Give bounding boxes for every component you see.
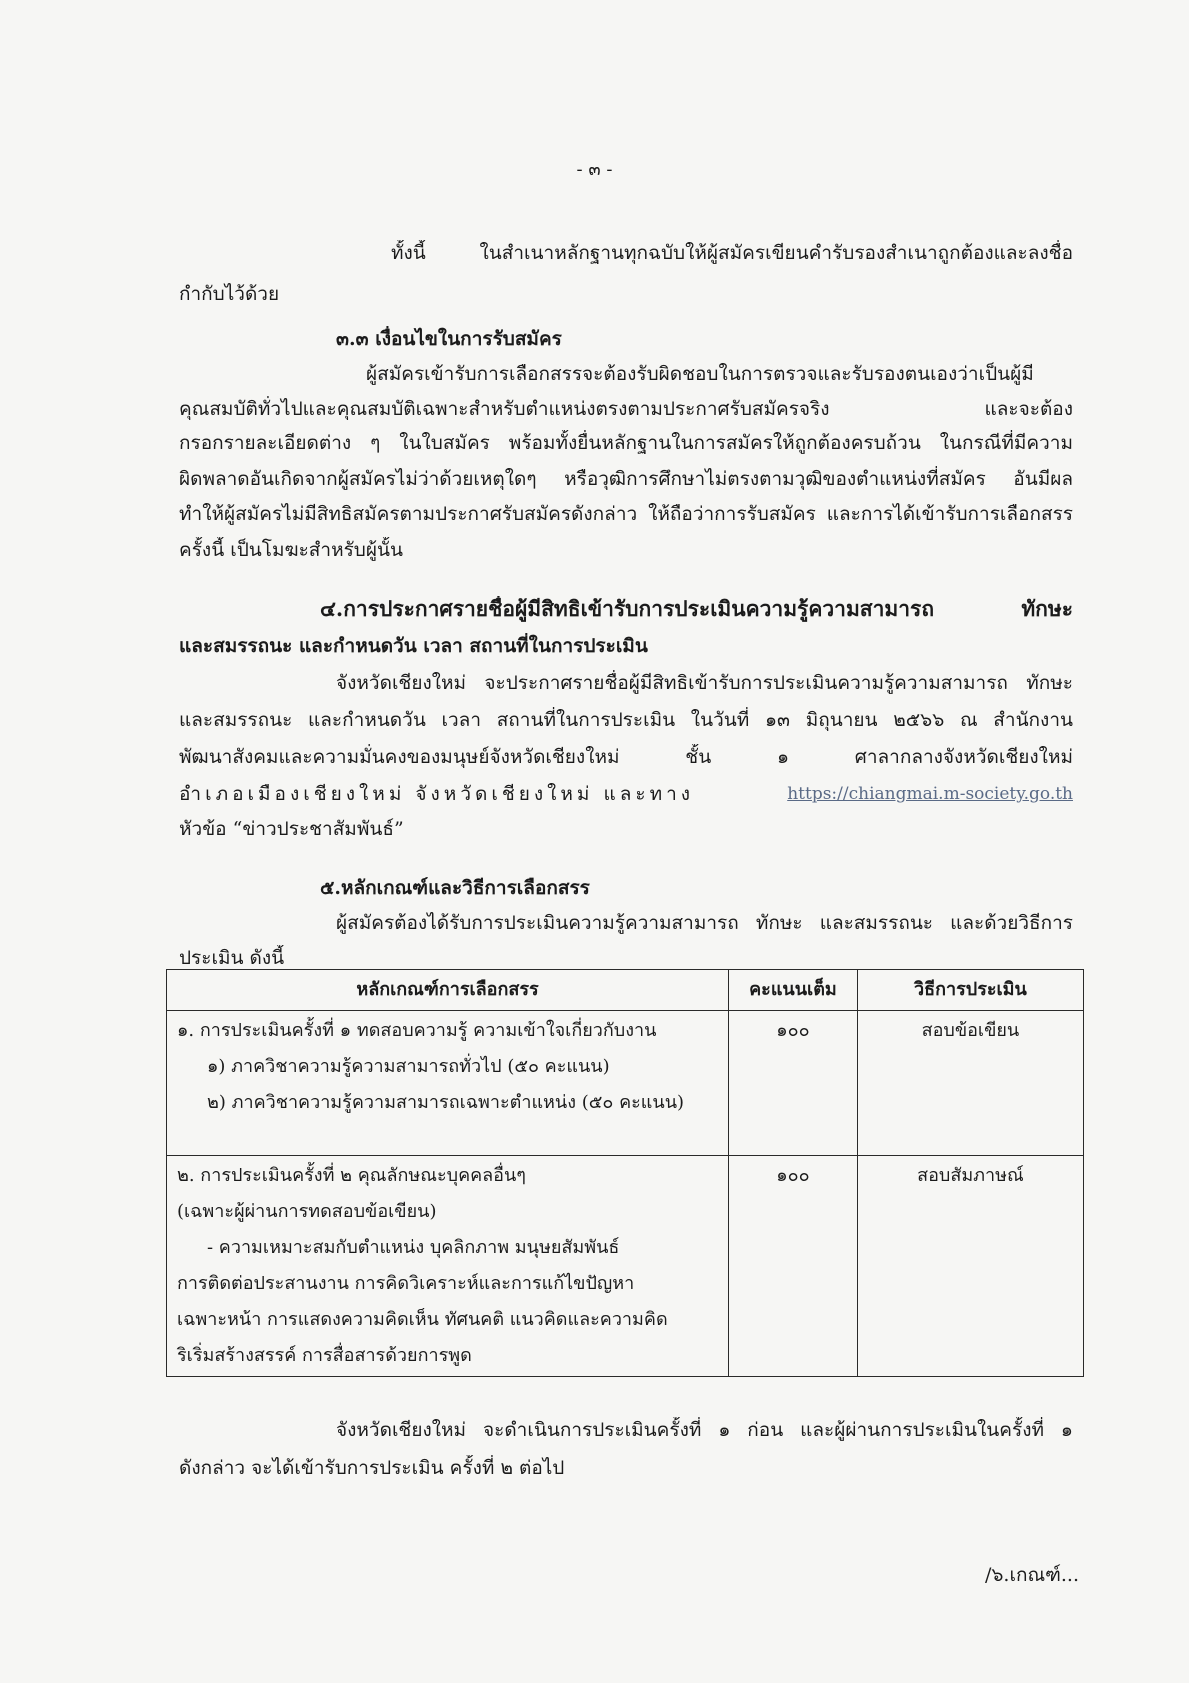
continuation-footer: /๖.เกณฑ์...: [984, 1564, 1079, 1586]
section-3-3-line: ผิดพลาดอันเกิดจากผู้สมัครไม่ว่าด้วยเหตุใดๆ หรือวุฒิการศึกษาไม่ตรงตามวุฒิของตำแหน่งที่สมัคร อันมีผล: [179, 468, 1073, 490]
section-4-line: จังหวัดเชียงใหม่ จะประกาศรายชื่อผู้มีสิทธิเข้ารับการประเมินความรู้ความสามารถ ทักษะ: [336, 672, 1073, 694]
criteria-line: ๒) ภาควิชาความรู้ความสามารถเฉพาะตำแหน่ง (๕๐ คะแนน): [207, 1092, 685, 1113]
criteria-line: เฉพาะหน้า การแสดงความคิดเห็น ทัศนคติ แนวคิดและความคิด: [177, 1309, 668, 1330]
section-4-line-5: หัวข้อ “ข่าวประชาสัมพันธ์”: [179, 818, 404, 840]
criteria-line: การติดต่อประสานงาน การคิดวิเคราะห์และการแก้ไขปัญหา: [177, 1273, 635, 1294]
criteria-line: ๑) ภาควิชาความรู้ความสามารถทั่วไป (๕๐ คะแนน): [207, 1056, 610, 1077]
table-header-row: [167, 970, 1084, 1011]
section-3-3-line: ครั้งนี้ เป็นโมฆะสำหรับผู้นั้น: [179, 539, 403, 561]
section-5-heading: ๕.หลักเกณฑ์และวิธีการเลือกสรร: [320, 877, 590, 899]
section-4-line: พัฒนาสังคมและความมั่นคงของมนุษย์จังหวัดเชียงใหม่ ชั้น ๑ ศาลากลางจังหวัดเชียงใหม่: [179, 746, 1073, 768]
section-4-heading-line-1: ๔.การประกาศรายชื่อผู้มีสิทธิเข้ารับการประเมินความรู้ความสามารถ ทักษะ: [320, 596, 1073, 621]
section-5-line-2: ประเมิน ดังนี้: [179, 947, 285, 969]
criteria-line: ริเริ่มสร้างสรรค์ การสื่อสารด้วยการพูด: [177, 1345, 472, 1366]
criteria-line: (เฉพาะผู้ผ่านการทดสอบข้อเขียน): [177, 1201, 437, 1222]
header-method: วิธีการประเมิน: [857, 970, 1083, 1011]
header-criteria: หลักเกณฑ์การเลือกสรร: [167, 970, 729, 1011]
criteria-line: ๒. การประเมินครั้งที่ ๒ คุณลักษณะบุคคลอื่นๆ: [177, 1165, 526, 1186]
section-3-3-heading: ๓.๓ เงื่อนไขในการรับสมัคร: [336, 328, 562, 350]
section-4-line-4: อำเภอเมืองเชียงใหม่ จังหวัดเชียงใหม่ และทาง: [179, 783, 695, 805]
intro-line-2: กำกับไว้ด้วย: [179, 283, 280, 305]
section-3-3-line: กรอกรายละเอียดต่าง ๆ ในใบสมัคร พร้อมทั้งยื่นหลักฐานในการสมัครให้ถูกต้องครบถ้วน ในกรณีที่มีความ: [179, 432, 1073, 454]
criteria-cell: [167, 1011, 729, 1156]
section-4-heading-line-2: และสมรรถนะ และกำหนดวัน เวลา สถานที่ในการประเมิน: [179, 635, 648, 657]
method-cell: สอบสัมภาษณ์: [857, 1156, 1083, 1377]
score-cell: ๑๐๐: [729, 1156, 858, 1377]
criteria-table: [166, 969, 1084, 1377]
table-row: [167, 1156, 1084, 1377]
society-website-link[interactable]: https://chiangmai.m-society.go.th: [787, 784, 1073, 804]
criteria-line: - ความเหมาะสมกับตำแหน่ง บุคลิกภาพ มนุษยสัมพันธ์: [207, 1237, 620, 1258]
closing-line-2: ดังกล่าว จะได้เข้ารับการประเมิน ครั้งที่ ๒ ต่อไป: [179, 1457, 565, 1479]
closing-line-1: จังหวัดเชียงใหม่ จะดำเนินการประเมินครั้งที่ ๑ ก่อน และผู้ผ่านการประเมินในครั้งที่ ๑: [336, 1419, 1073, 1441]
header-full-score: คะแนนเต็ม: [729, 970, 858, 1011]
section-3-3-line: คุณสมบัติทั่วไปและคุณสมบัติเฉพาะสำหรับตำแหน่งตรงตามประกาศรับสมัครจริง และจะต้อง: [179, 398, 1073, 420]
score-cell: ๑๐๐: [729, 1011, 858, 1156]
section-5-line-1: ผู้สมัครต้องได้รับการประเมินความรู้ความสามารถ ทักษะ และสมรรถนะ และด้วยวิธีการ: [336, 912, 1073, 934]
criteria-cell: [167, 1156, 729, 1377]
intro-line-1: ทั้งนี้ ในสำเนาหลักฐานทุกฉบับให้ผู้สมัครเขียนคำรับรองสำเนาถูกต้องและลงชื่อ: [391, 242, 1073, 264]
section-3-3-line: ผู้สมัครเข้ารับการเลือกสรรจะต้องรับผิดชอบในการตรวจและรับรองตนเองว่าเป็นผู้มี: [366, 363, 1034, 385]
criteria-line: ๑. การประเมินครั้งที่ ๑ ทดสอบความรู้ ความเข้าใจเกี่ยวกับงาน: [177, 1020, 657, 1041]
method-cell: สอบข้อเขียน: [857, 1011, 1083, 1156]
table-row: [167, 1011, 1084, 1156]
section-4-line: และสมรรถนะ และกำหนดวัน เวลา สถานที่ในการประเมิน ในวันที่ ๑๓ มิถุนายน ๒๕๖๖ ณ สำนักงาน: [179, 709, 1073, 731]
page-number: - ๓ -: [576, 159, 613, 180]
section-3-3-line: ทำให้ผู้สมัครไม่มีสิทธิสมัครตามประกาศรับสมัครดังกล่าว ให้ถือว่าการรับสมัคร และการได้เข้ารับการเลือกสรร: [179, 503, 1073, 525]
